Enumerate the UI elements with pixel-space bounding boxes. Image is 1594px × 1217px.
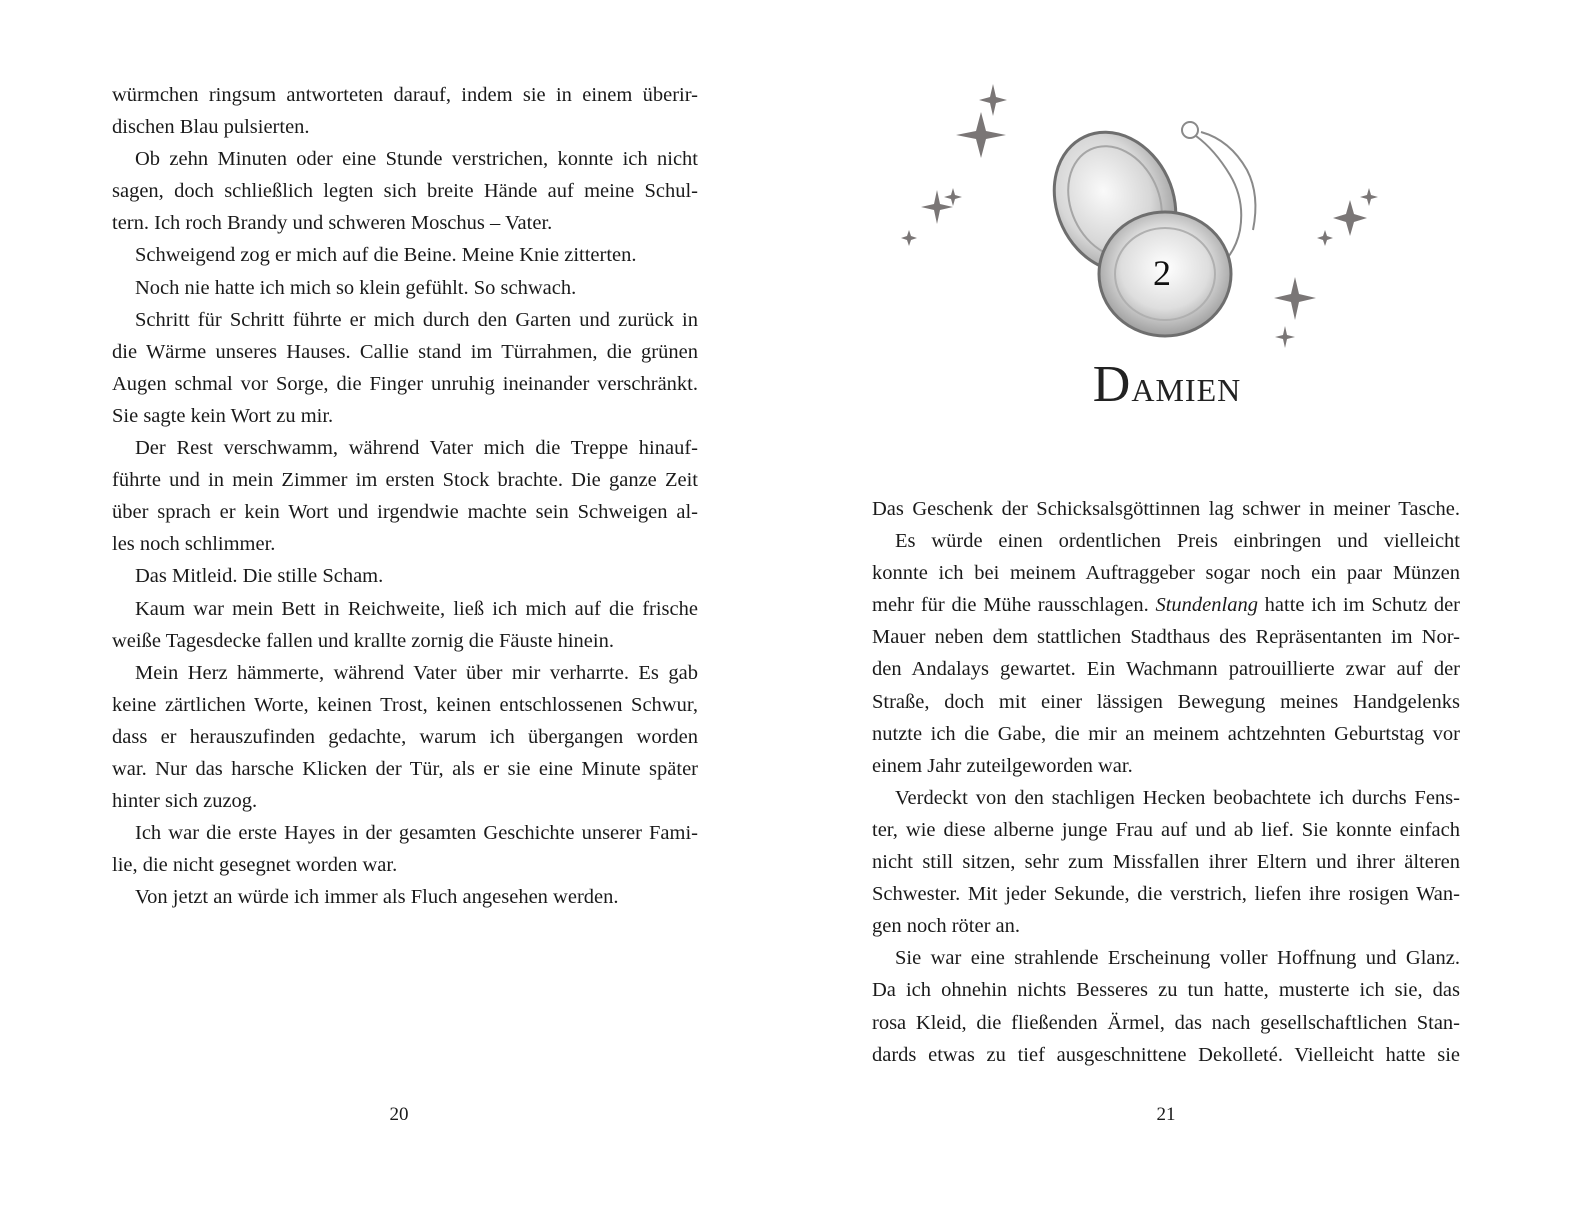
text-line [872, 493, 1460, 525]
text-line-content: Schwester. Mit jeder Sekunde, die verstrich, liefen ihre rosigen Wan- [872, 883, 1460, 906]
text-line [872, 589, 1460, 621]
text-line [112, 368, 698, 400]
right-page-number: 21 [1156, 1104, 1176, 1125]
text-line [112, 304, 698, 336]
text-line [112, 689, 698, 721]
text-line-content: Augen schmal vor Sorge, die Finger unruhig ineinander verschränkt. [112, 372, 698, 395]
text-line-content: rosa Kleid, die fließenden Ärmel, das nach gesellschaftlichen Stan- [872, 1011, 1460, 1034]
text-line-content: sagen, doch schließlich legten sich breite Hände auf meine Schul- [112, 180, 698, 203]
text-line-content: Mein Herz hämmerte, während Vater über mir verharrte. Es gab [135, 661, 698, 684]
text-line [112, 143, 698, 175]
text-line-content: den Andalays gewartet. Ein Wachmann patrouillierte zwar auf der [872, 658, 1460, 681]
text-line-content: dards etwas zu tief ausgeschnittene Dekolleté. Vielleicht hatte sie [872, 1043, 1460, 1066]
chapter-title [997, 355, 1337, 414]
text-line-content: führte und in mein Zimmer im ersten Stock brachte. Die ganze Zeit [112, 469, 698, 492]
text-line-content: Sie war eine strahlende Erscheinung voller Hoffnung und Glanz. [895, 947, 1460, 970]
text-line [112, 753, 698, 785]
text-line-content: nutzte ich die Gabe, die mir an meinem achtzehnten Geburtstag vor [872, 722, 1460, 745]
text-line [872, 653, 1460, 685]
text-line-content: Da ich ohnehin nichts Besseres zu tun hatte, musterte ich sie, das [872, 979, 1460, 1002]
text-line [112, 239, 698, 271]
text-line-content: Das Mitleid. Die stille Scham. [135, 565, 384, 588]
text-line-content: mehr für die Mühe rausschlagen. [872, 594, 1156, 617]
text-line [872, 750, 1460, 782]
text-line-content: hinter sich zuzog. [112, 790, 258, 813]
text-line [872, 942, 1460, 974]
text-line-content: Ob zehn Minuten oder eine Stunde verstrichen, konnte ich nicht [135, 148, 698, 171]
chapter-title-initial: D [1092, 356, 1132, 413]
text-line [112, 496, 698, 528]
text-line [112, 400, 698, 432]
text-line-content: tern. Ich roch Brandy und schweren Moschus – Vater. [112, 212, 553, 235]
text-line [872, 525, 1460, 557]
text-line-content: Sie sagte kein Wort zu mir. [112, 404, 334, 427]
sparkle-icon [956, 112, 1006, 158]
sparkle-icon [1317, 230, 1333, 246]
locket-with-sparkles-icon [885, 80, 1405, 370]
sparkle-icon [921, 190, 953, 224]
text-line-content: Ich war die erste Hayes in der gesamten Geschichte unserer Fami- [135, 822, 698, 845]
text-line-content: Es würde einen ordentlichen Preis einbringen und vielleicht [895, 530, 1460, 553]
sparkle-icon [944, 188, 962, 206]
text-line [872, 1007, 1460, 1039]
text-line-content: Verdeckt von den stachligen Hecken beobachtete ich durchs Fens- [895, 786, 1460, 809]
text-line [112, 528, 698, 560]
text-line-continuation: hatte ich im Schutz der [1257, 594, 1460, 617]
text-line-content: über sprach er kein Wort und irgendwie machte sein Schweigen al- [112, 501, 698, 524]
sparkle-icon [901, 230, 917, 246]
text-line [112, 817, 698, 849]
text-line-content: Schweigend zog er mich auf die Beine. Meine Knie zitterten. [135, 244, 637, 267]
text-line [112, 336, 698, 368]
sparkle-icon [1275, 326, 1295, 348]
text-line-content: Das Geschenk der Schicksalsgöttinnen lag schwer in meiner Tasche. [872, 498, 1460, 520]
text-line-content: konnte ich bei meinem Auftraggeber sogar noch ein paar Münzen [872, 562, 1460, 585]
text-line-content: war. Nur das harsche Klicken der Tür, als er sie eine Minute später [112, 757, 698, 780]
text-line-content: Mauer neben dem stattlichen Stadthaus des Repräsentanten im Nor- [872, 626, 1460, 649]
text-line [872, 621, 1460, 653]
text-line [872, 878, 1460, 910]
text-line [112, 464, 698, 496]
text-line-content: lie, die nicht gesegnet worden war. [112, 854, 398, 877]
text-line-content: dass er herauszufinden gedachte, warum ich übergangen worden [112, 725, 698, 748]
text-line-content: dischen Blau pulsierten. [112, 116, 310, 139]
text-line [872, 1039, 1460, 1071]
text-line-content: keine zärtlichen Worte, keinen Trost, keinen entschlossenen Schwur, [112, 693, 698, 716]
emphasized-word: Stundenlang [1155, 594, 1258, 617]
text-line [112, 560, 698, 592]
text-line-content: Kaum war mein Bett in Reichweite, ließ ich mich auf die frische [135, 597, 698, 620]
sparkle-icon [979, 84, 1007, 116]
text-line-content: les noch schlimmer. [112, 533, 276, 556]
text-line [112, 207, 698, 239]
text-line [112, 721, 698, 753]
text-line [112, 657, 698, 689]
text-line [872, 846, 1460, 878]
text-line [112, 175, 698, 207]
text-line [872, 814, 1460, 846]
sparkle-icon [1333, 200, 1367, 236]
left-page-body-text [112, 79, 698, 913]
text-line-content: einem Jahr zuteilgeworden war. [872, 754, 1133, 777]
text-line-content: die Wärme unseres Hauses. Callie stand im Türrahmen, die grünen [112, 340, 698, 363]
text-line-content: Noch nie hatte ich mich so klein gefühlt. So schwach. [135, 276, 577, 299]
chapter-number: 2 [1153, 253, 1171, 293]
text-line [872, 910, 1460, 942]
text-line-content: gen noch röter an. [872, 915, 1020, 938]
text-line-content: ter, wie diese alberne junge Frau auf und ab lief. Sie konnte einfach [872, 818, 1460, 841]
text-line-content: Schritt für Schritt führte er mich durch den Garten und zurück in [135, 308, 698, 331]
text-line-content: nicht still sitzen, sehr zum Missfallen ihrer Eltern und ihrer älteren [872, 851, 1460, 874]
text-line-content: Straße, doch mit einer lässigen Bewegung meines Handgelenks [872, 690, 1460, 713]
text-line [112, 881, 698, 913]
text-line [112, 79, 698, 111]
text-line [112, 625, 698, 657]
text-line [112, 432, 698, 464]
sparkle-icon [1274, 277, 1316, 320]
text-line [112, 849, 698, 881]
text-line [872, 557, 1460, 589]
text-line [112, 111, 698, 143]
text-line-content: Von jetzt an würde ich immer als Fluch angesehen werden. [135, 886, 619, 909]
text-line [112, 785, 698, 817]
text-line [872, 974, 1460, 1006]
right-page-body-text [872, 493, 1460, 1071]
text-line [872, 782, 1460, 814]
text-line-content: weiße Tagesdecke fallen und krallte zornig die Fäuste hinein. [112, 629, 614, 652]
text-line [112, 593, 698, 625]
right-page [797, 0, 1594, 1217]
text-line-content: würmchen ringsum antworteten darauf, indem sie in einem überir- [112, 84, 698, 106]
text-line [872, 686, 1460, 718]
text-line [112, 272, 698, 304]
sparkle-icon [1360, 188, 1378, 206]
text-line [872, 718, 1460, 750]
chapter-title-rest: AMIEN [1131, 372, 1242, 408]
left-page-number: 20 [389, 1104, 409, 1125]
text-line-content: Der Rest verschwamm, während Vater mich die Treppe hinauf- [135, 437, 698, 460]
